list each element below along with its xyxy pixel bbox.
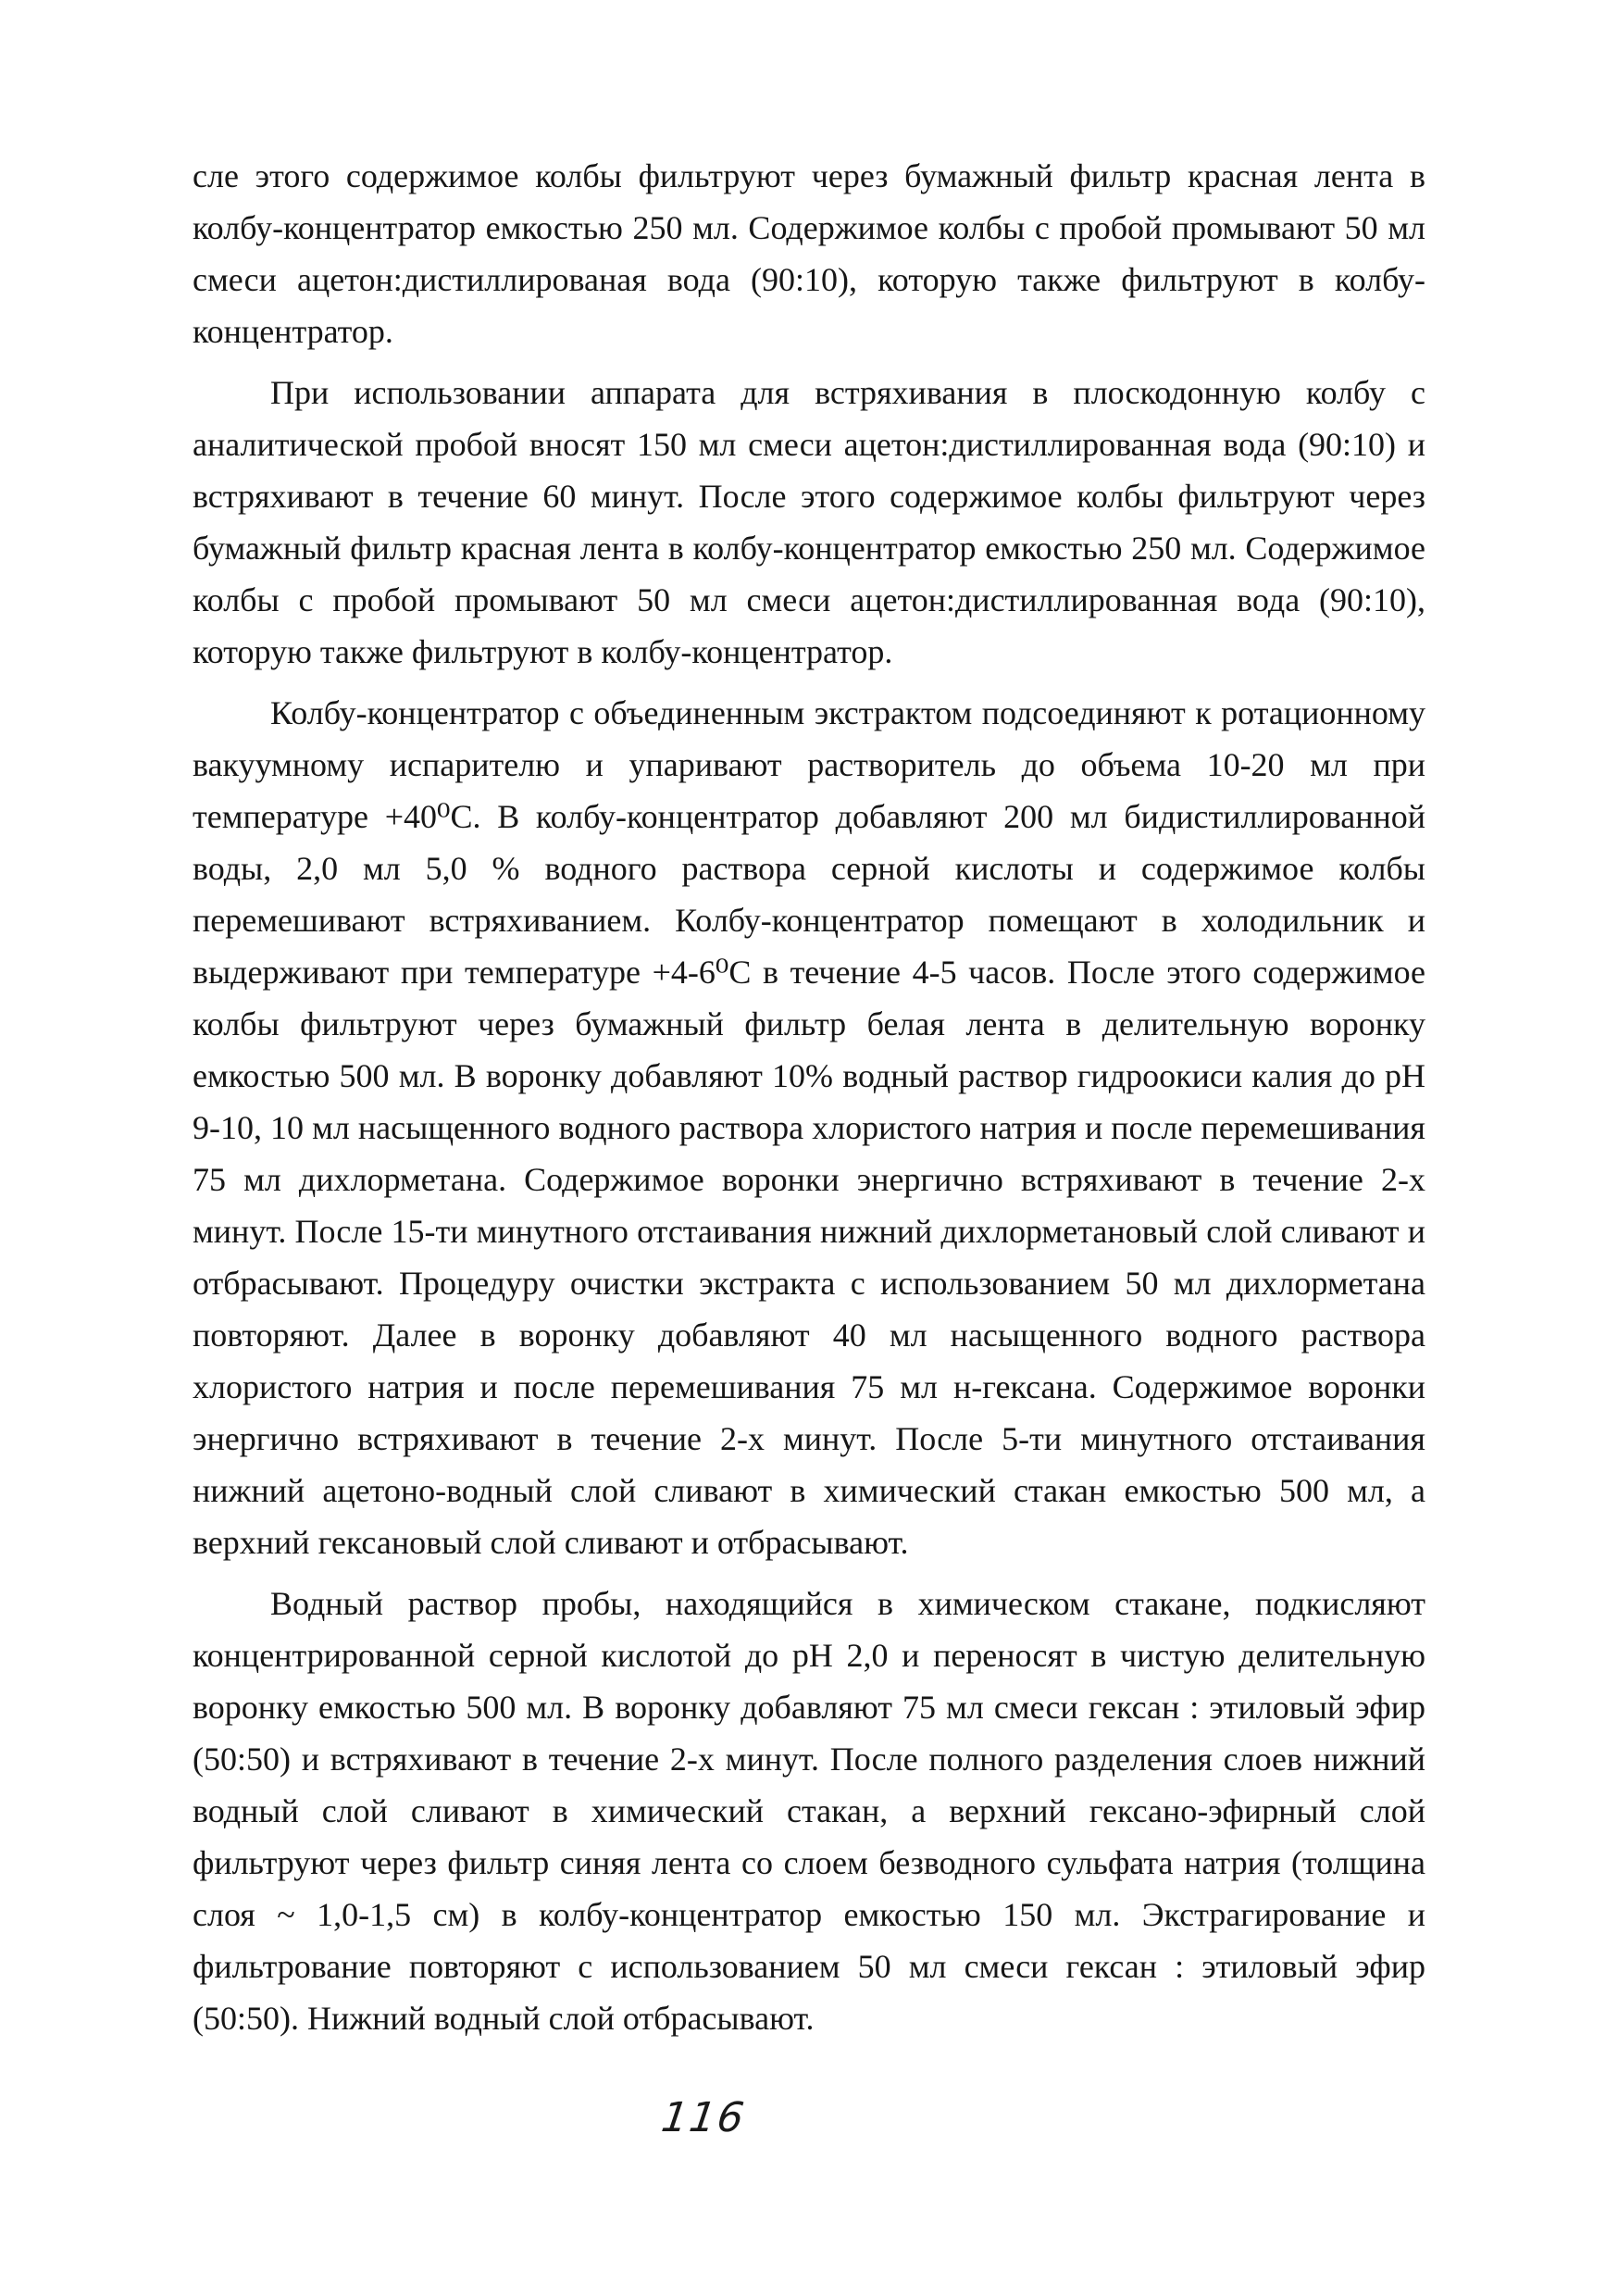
paragraph-concentration-cleanup: Колбу-концентратор с объединенным экстрактом подсоединяют к ротационному вакуумному испарителю и упаривают растворитель до объема 10-20 мл при температуре +40⁰С. В колбу-концентратор добавляют 200 мл бидистиллированной воды, 2,0 мл 5,0 % водного раствора серной кислоты и содержимое колбы перемешивают встряхиванием. Колбу-концентратор помещают в холодильник и выдерживают при температуре +4-6⁰С в течение 4-5 часов. После этого содержимое колбы фильтруют через бумажный фильтр белая лента в делительную воронку емкостью 500 мл. В воронку добавляют 10% водный раствор гидроокиси калия до pH 9-10, 10 мл насыщенного водного раствора хлористого натрия и после перемешивания 75 мл дихлорметана. Содержимое воронки энергично встряхивают в течение 2-х минут. После 15-ти минутного отстаивания нижний дихлорметановый слой сливают и отбрасывают. Процедуру очистки экстракта с использованием 50 мл дихлорметана повторяют. Далее в воронку добавляют 40 мл насыщенного водного раствора хлористого натрия и после перемешивания 75 мл н-гексана. Содержимое воронки энергично встряхивают в течение 2-х минут. После 5-ти минутного отстаивания нижний ацетоно-водный слой сливают в химический стакан емкостью 500 мл, а верхний гексановый слой сливают и отбрасывают. <box>193 694 1425 1561</box>
paragraph-acidification-extraction: Водный раствор пробы, находящийся в химическом стакане, подкисляют концентрированной серной кислотой до pH 2,0 и переносят в чистую делительную воронку емкостью 500 мл. В воронку добавляют 75 мл смеси гексан : этиловый эфир (50:50) и встряхивают в течение 2-х минут. После полного разделения слоев нижний водный слой сливают в химический стакан, а верхний гексано-эфирный слой фильтруют через фильтр синяя лента со слоем безводного сульфата натрия (толщина слоя ~ 1,0-1,5 см) в колбу-концентратор емкостью 150 мл. Экстрагирование и фильтрование повторяют с использованием 50 мл смеси гексан : этиловый эфир (50:50). Нижний водный слой отбрасывают. <box>193 1585 1425 2037</box>
paragraph-continuation: сле этого содержимое колбы фильтруют через бумажный фильтр красная лента в колбу-концентратор емкостью 250 мл. Содержимое колбы с пробой промывают 50 мл смеси ацетон:дистиллированая вода (90:10), которую также фильтруют в колбу-концентратор. <box>193 157 1425 350</box>
document-body <box>193 150 1425 2053</box>
paragraph-shaker-extraction: При использовании аппарата для встряхивания в плоскодонную колбу с аналитической пробой вносят 150 мл смеси ацетон:дистиллированная вода (90:10) и встряхивают в течение 60 минут. После этого содержимое колбы фильтруют через бумажный фильтр красная лента в колбу-концентратор емкостью 250 мл. Содержимое колбы с пробой промывают 50 мл смеси ацетон:дистиллированная вода (90:10), которую также фильтруют в колбу-концентратор. <box>193 374 1425 670</box>
handwritten-page-number: 116 <box>658 2094 749 2141</box>
